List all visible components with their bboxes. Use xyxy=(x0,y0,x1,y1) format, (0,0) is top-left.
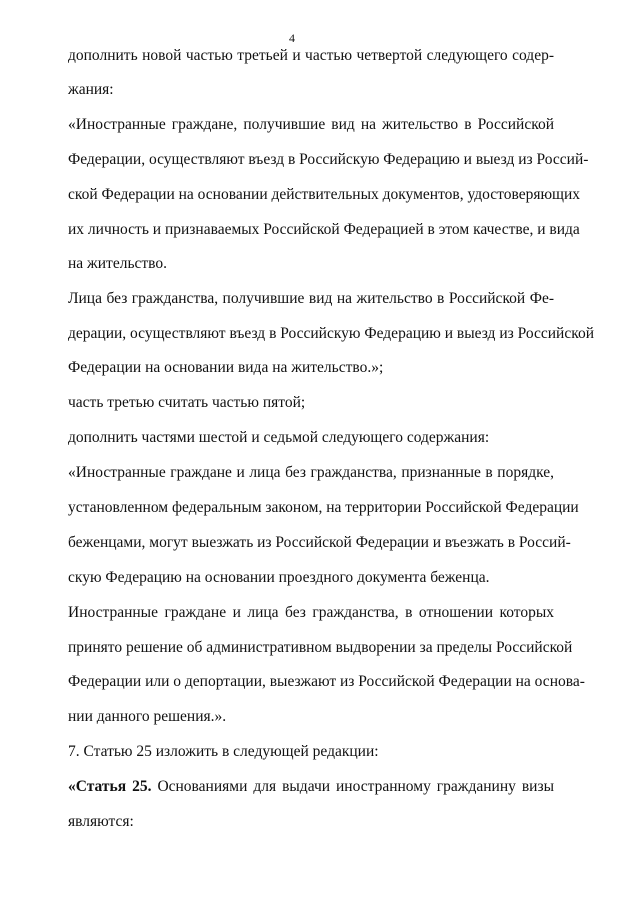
text-line: часть третью считать частью пятой; xyxy=(68,394,306,411)
text-line: установленном федеральным законом, на территории Российской Федерации xyxy=(68,499,579,516)
text-line: Федерации или о депортации, выезжают из Российской Федерации на основа- xyxy=(68,673,585,690)
text-line: Федерации, осуществляют въезд в Российскую Федерацию и выезд из Россий- xyxy=(68,151,589,168)
article-heading-line xyxy=(68,777,554,797)
text-line: являются: xyxy=(68,813,134,830)
text-line: дерации, осуществляют въезд в Российскую Федерацию и выезд из Российской xyxy=(68,325,594,342)
page-number: 4 xyxy=(289,31,295,45)
text-line: на жительство. xyxy=(68,255,168,272)
text-line: дополнить новой частью третьей и частью четвертой следующего содер- xyxy=(68,47,554,64)
text-line: 7. Статью 25 изложить в следующей редакции: xyxy=(68,743,379,760)
text-line: ской Федерации на основании действительных документов, удостоверяющих xyxy=(68,186,581,203)
text-line: «Иностранные граждане, получившие вид на жительство в Российской xyxy=(68,116,554,133)
text-line: Основаниями для выдачи иностранному гражданину визы xyxy=(157,778,555,795)
text-line: скую Федерацию на основании проездного документа беженца. xyxy=(68,569,490,586)
article-heading: «Статья 25. xyxy=(68,778,152,795)
text-line: их личность и признаваемых Российской Федерацией в этом качестве, и вида xyxy=(68,221,580,238)
text-line: нии данного решения.». xyxy=(68,708,227,725)
text-line: Иностранные граждане и лица без гражданства, в отношении которых xyxy=(68,604,554,621)
text-line: беженцами, могут выезжать из Российской Федерации и въезжать в Россий- xyxy=(68,534,571,551)
text-line: «Иностранные граждане и лица без гражданства, признанные в порядке, xyxy=(68,464,554,481)
text-line: жания: xyxy=(68,81,114,98)
text-line: дополнить частями шестой и седьмой следующего содержания: xyxy=(68,429,490,446)
text-line: Лица без гражданства, получившие вид на жительство в Российской Фе- xyxy=(68,290,554,307)
text-line: принято решение об административном выдворении за пределы Российской xyxy=(68,639,573,656)
text-line: Федерации на основании вида на жительство.»; xyxy=(68,359,384,376)
